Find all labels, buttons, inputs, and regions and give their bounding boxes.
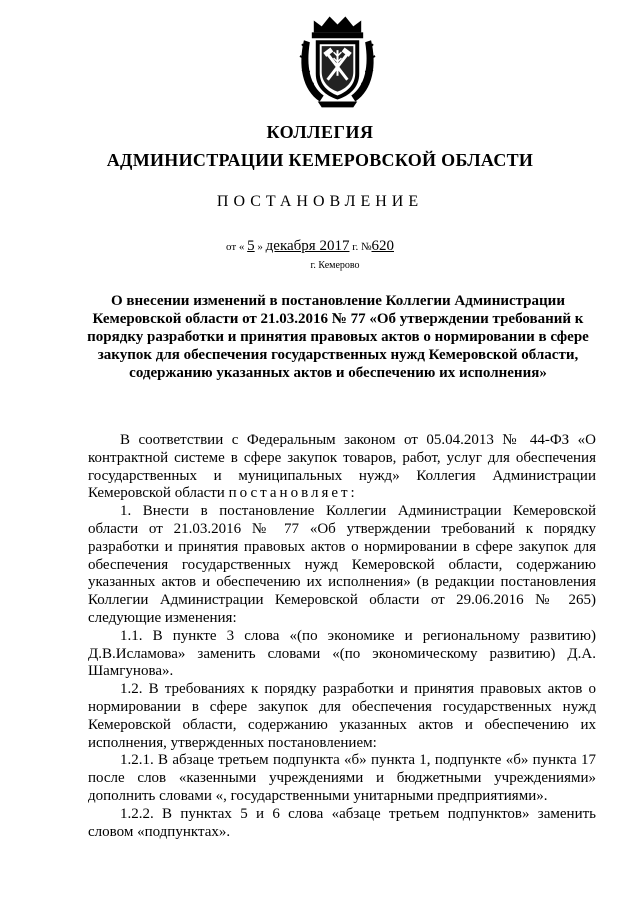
org-title-line2: АДМИНИСТРАЦИИ КЕМЕРОВСКОЙ ОБЛАСТИ [106,150,534,170]
body-paragraph: 1.2.2. В пунктах 5 и 6 слова «абзаце третьем подпунктов» заменить словом «подпунктах». [88,805,596,840]
date-year-suffix: г. [352,241,359,253]
org-title-line1: КОЛЛЕГИЯ [266,122,374,142]
body-paragraph: 1. Внести в постановление Коллегии Администрации Кемеровской области от 21.03.2016 № 77 «Об утверждении требований к порядку разработки и принятия правовых актов о нормировании в сфере закупок для обеспечения государственных нужд Кемеровской области, содержанию указанных актов и обеспечению их исполнения» (в редакции постановления Коллегии Администрации Кемеровской области от 29.06.2016 № 265) следующие изменения: [88,503,596,626]
body-paragraph: 1.2. В требованиях к порядку разработки и принятия правовых актов о нормировании в сфере закупок для обеспечения государственных нужд Кемеровской области, содержанию указанных актов и обеспечению их исполнения, утвержденных постановлением: [88,681,596,751]
document-number: 620 [371,238,394,254]
document-type: ПОСТАНОВЛЕНИЕ [216,193,424,210]
resolves-word: постановляет: [228,485,358,502]
date-day-close: » [257,241,263,253]
number-prefix: № [361,241,372,253]
preamble-text: В соответствии с Федеральным законом от 05.04.2013 № 44-ФЗ «О контрактной системе в сфере закупок товаров, работ, услуг для обеспечения государственных и муниципальных нужд» Коллегия Администрации Кемеровской области [88,432,596,502]
date-day: 5 [247,238,255,254]
date-prefix: от « [226,241,245,253]
document-subject: О внесении изменений в постановление Коллегии Администрации Кемеровской области от 21.03.2016 № 77 «Об утверждении требований к порядку разработки и принятия правовых актов о нормировании в сфере закупок для обеспечения государственных нужд Кемеровской области, содержанию указанных актов и обеспечению их исполнения» [87,293,589,381]
document-body [88,432,596,841]
body-paragraph [88,432,596,503]
coat-of-arms-icon [298,10,377,110]
body-paragraph: 1.2.1. В абзаце третьем подпункта «б» пункта 1, подпункте «б» пункта 17 после слов «казенными учреждениями и бюджетными учреждениями» дополнить словами «, государственными унитарными предприятиями». [88,752,596,804]
date-month-year: декабря 2017 [265,238,350,254]
document-date-line [226,238,526,255]
document-city: г. Кемерово [310,260,360,271]
body-paragraph: 1.1. В пункте 3 слова «(по экономике и региональному развитию) Д.В.Исламова» заменить словами «(по экономическому развитию) Д.А. Шамгунова». [88,627,596,680]
